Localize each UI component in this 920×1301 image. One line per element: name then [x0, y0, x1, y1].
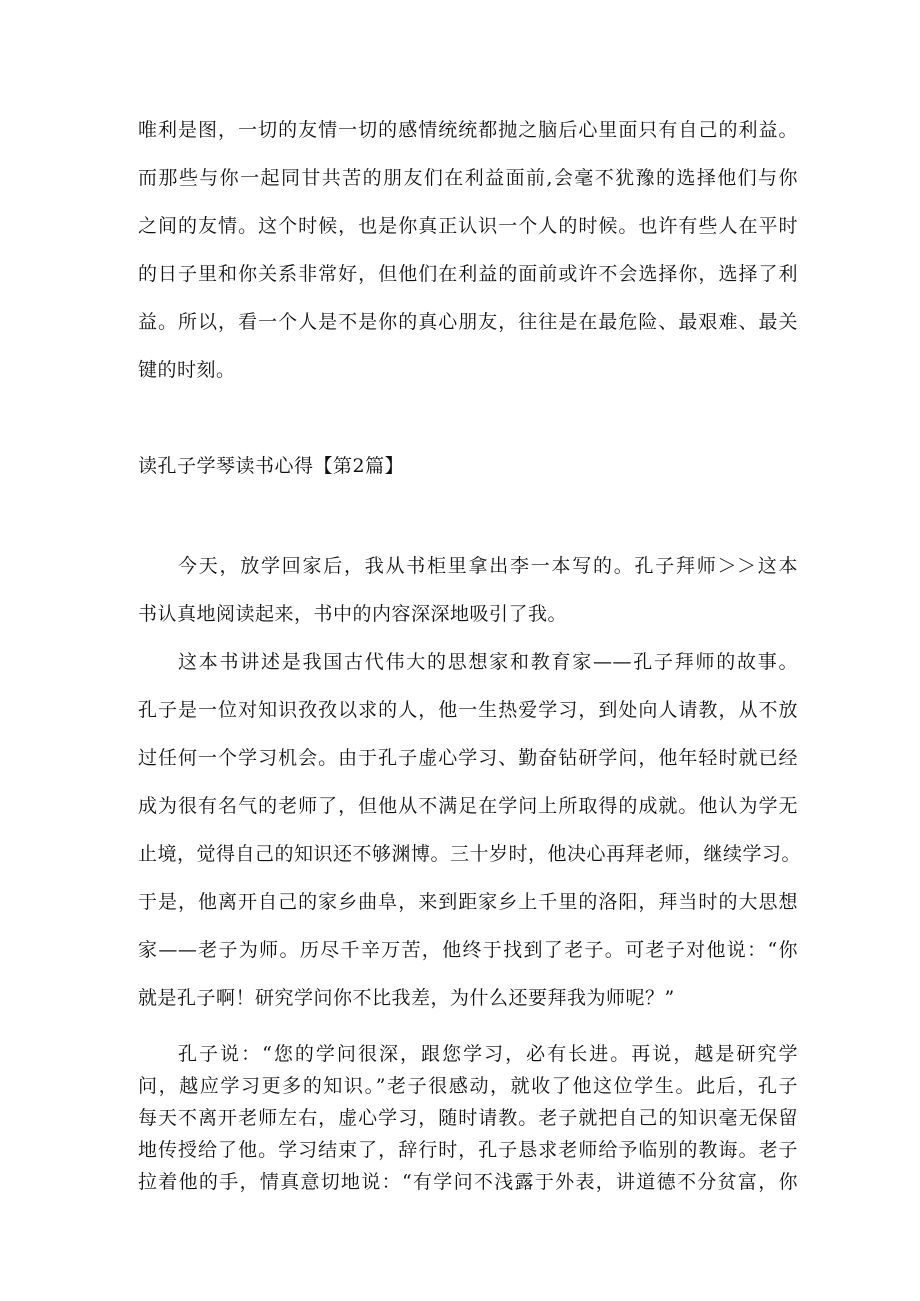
text-line: 家——老子为师。历尽千辛万苦，他终于找到了老子。可老子对他说：“你	[138, 939, 798, 961]
text-line: 止境，觉得自己的知识还不够渊博。三十岁时，他决心再拜老师，继续学习。	[138, 843, 802, 865]
text-line: 唯利是图，一切的友情一切的感情统统都抛之脑后心里面只有自己的利益。	[138, 119, 798, 141]
text-line: 书认真地阅读起来，书中的内容深深地吸引了我。	[138, 603, 568, 625]
text-line: 问，越应学习更多的知识。”老子很感动，就收了他这位学生。此后，孔子	[138, 1075, 798, 1097]
text-line: 过任何一个学习机会。由于孔子虚心学习、勤奋钻研学问，他年轻时就已经	[138, 747, 798, 769]
text-line: 这本书讲述是我国古代伟大的思想家和教育家——孔子拜师的故事。	[178, 651, 798, 673]
text-line: 今天，放学回家后，我从书柜里拿出李一本写的。孔子拜师＞＞这本	[178, 555, 798, 577]
text-line: 孔子说：“您的学问很深，跟您学习，必有长进。再说，越是研究学	[178, 1043, 798, 1065]
text-line: 地传授给了他。学习结束了，辞行时，孔子恳求老师给予临别的教诲。老子	[138, 1139, 798, 1161]
section-heading: 读孔子学琴读书心得【第2篇】	[138, 455, 405, 477]
text-line: 孔子是一位对知识孜孜以求的人，他一生热爱学习，到处向人请教，从不放	[138, 699, 798, 721]
text-line: 的日子里和你关系非常好，但他们在利益的面前或许不会选择你，选择了利	[138, 263, 798, 285]
text-line: 每天不离开老师左右，虚心学习，随时请教。老子就把自己的知识毫无保留	[138, 1107, 798, 1129]
text-line: 拉着他的手，情真意切地说：“有学问不浅露于外表，讲道德不分贫富，你	[138, 1171, 798, 1193]
text-line: 益。所以，看一个人是不是你的真心朋友，往往是在最危险、最艰难、最关	[138, 311, 798, 333]
text-line: 之间的友情。这个时候，也是你真正认识一个人的时候。也许有些人在平时	[138, 215, 798, 237]
text-line: 而那些与你一起同甘共苦的朋友们在利益面前,会毫不犹豫的选择他们与你	[138, 167, 798, 189]
text-line: 成为很有名气的老师了，但他从不满足在学问上所取得的成就。他认为学无	[138, 795, 798, 817]
text-line: 于是，他离开自己的家乡曲阜，来到距家乡上千里的洛阳，拜当时的大思想	[138, 891, 798, 913]
text-line: 键的时刻。	[138, 359, 236, 381]
text-line: 就是孔子啊！研究学问你不比我差，为什么还要拜我为师呢？”	[138, 987, 675, 1009]
